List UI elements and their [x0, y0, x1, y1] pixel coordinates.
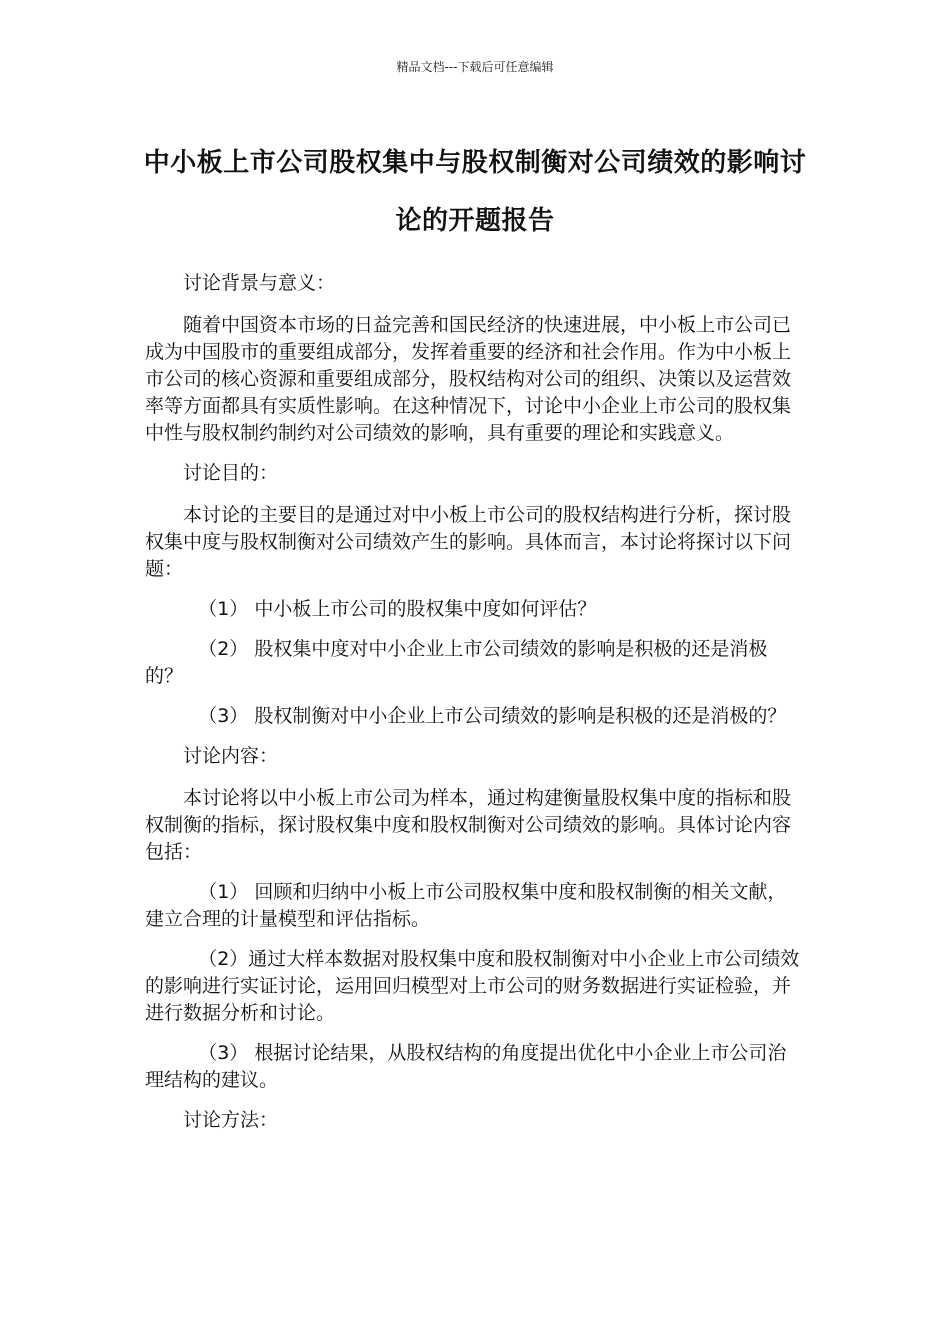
paragraph-background: 随着中国资本市场的日益完善和国民经济的快速进展，中小板上市公司已成为中国股市的重要组成部分，发挥着重要的经济和社会作用。作为中小板上市公司的核心资源和重要组成部分，股权结构对公司的组织、决策以及运营效率等方面都具有实质性影响。在这种情况下，讨论中小企业上市公司的股权集中性与股权制约制约对公司绩效的影响，具有重要的理论和实践意义。	[145, 314, 792, 444]
purpose-item-1: （1） 中小板上市公司的股权集中度如何评估？	[198, 598, 597, 620]
document-body	[145, 270, 805, 1149]
paragraph-content: 本讨论将以中小板上市公司为样本，通过构建衡量股权集中度的指标和股权制衡的指标，探讨股权集中度和股权制衡对公司绩效的影响。具体讨论内容包括：	[145, 787, 792, 863]
document-title: 中小板上市公司股权集中与股权制衡对公司绩效的影响讨论的开题报告	[143, 148, 807, 236]
section-heading-content: 讨论内容：	[183, 745, 279, 767]
content-item-1: （1） 回顾和归纳中小板上市公司股权集中度和股权制衡的相关文献，建立合理的计量模型和评估指标。	[145, 881, 787, 930]
content-item-3: （3） 根据讨论结果，从股权结构的角度提出优化中小企业上市公司治理结构的建议。	[145, 1042, 787, 1091]
section-heading-method: 讨论方法：	[183, 1109, 279, 1131]
purpose-item-2: （2） 股权集中度对中小企业上市公司绩效的影响是积极的还是消极的？	[145, 638, 768, 687]
content-item-2: （2）通过大样本数据对股权集中度和股权制衡对中小企业上市公司绩效的影响进行实证讨论，运用回归模型对上市公司的财务数据进行实证检验，并进行数据分析和讨论。	[145, 948, 800, 1024]
header-note: 精品文档---下载后可任意编辑	[396, 60, 554, 74]
section-heading-background: 讨论背景与意义：	[183, 272, 336, 294]
purpose-item-3: （3） 股权制衡对中小企业上市公司绩效的影响是积极的还是消极的？	[198, 705, 787, 727]
section-heading-purpose: 讨论目的：	[183, 462, 279, 484]
paragraph-purpose: 本讨论的主要目的是通过对中小板上市公司的股权结构进行分析，探讨股权集中度与股权制衡对公司绩效产生的影响。具体而言，本讨论将探讨以下问题：	[145, 504, 792, 580]
